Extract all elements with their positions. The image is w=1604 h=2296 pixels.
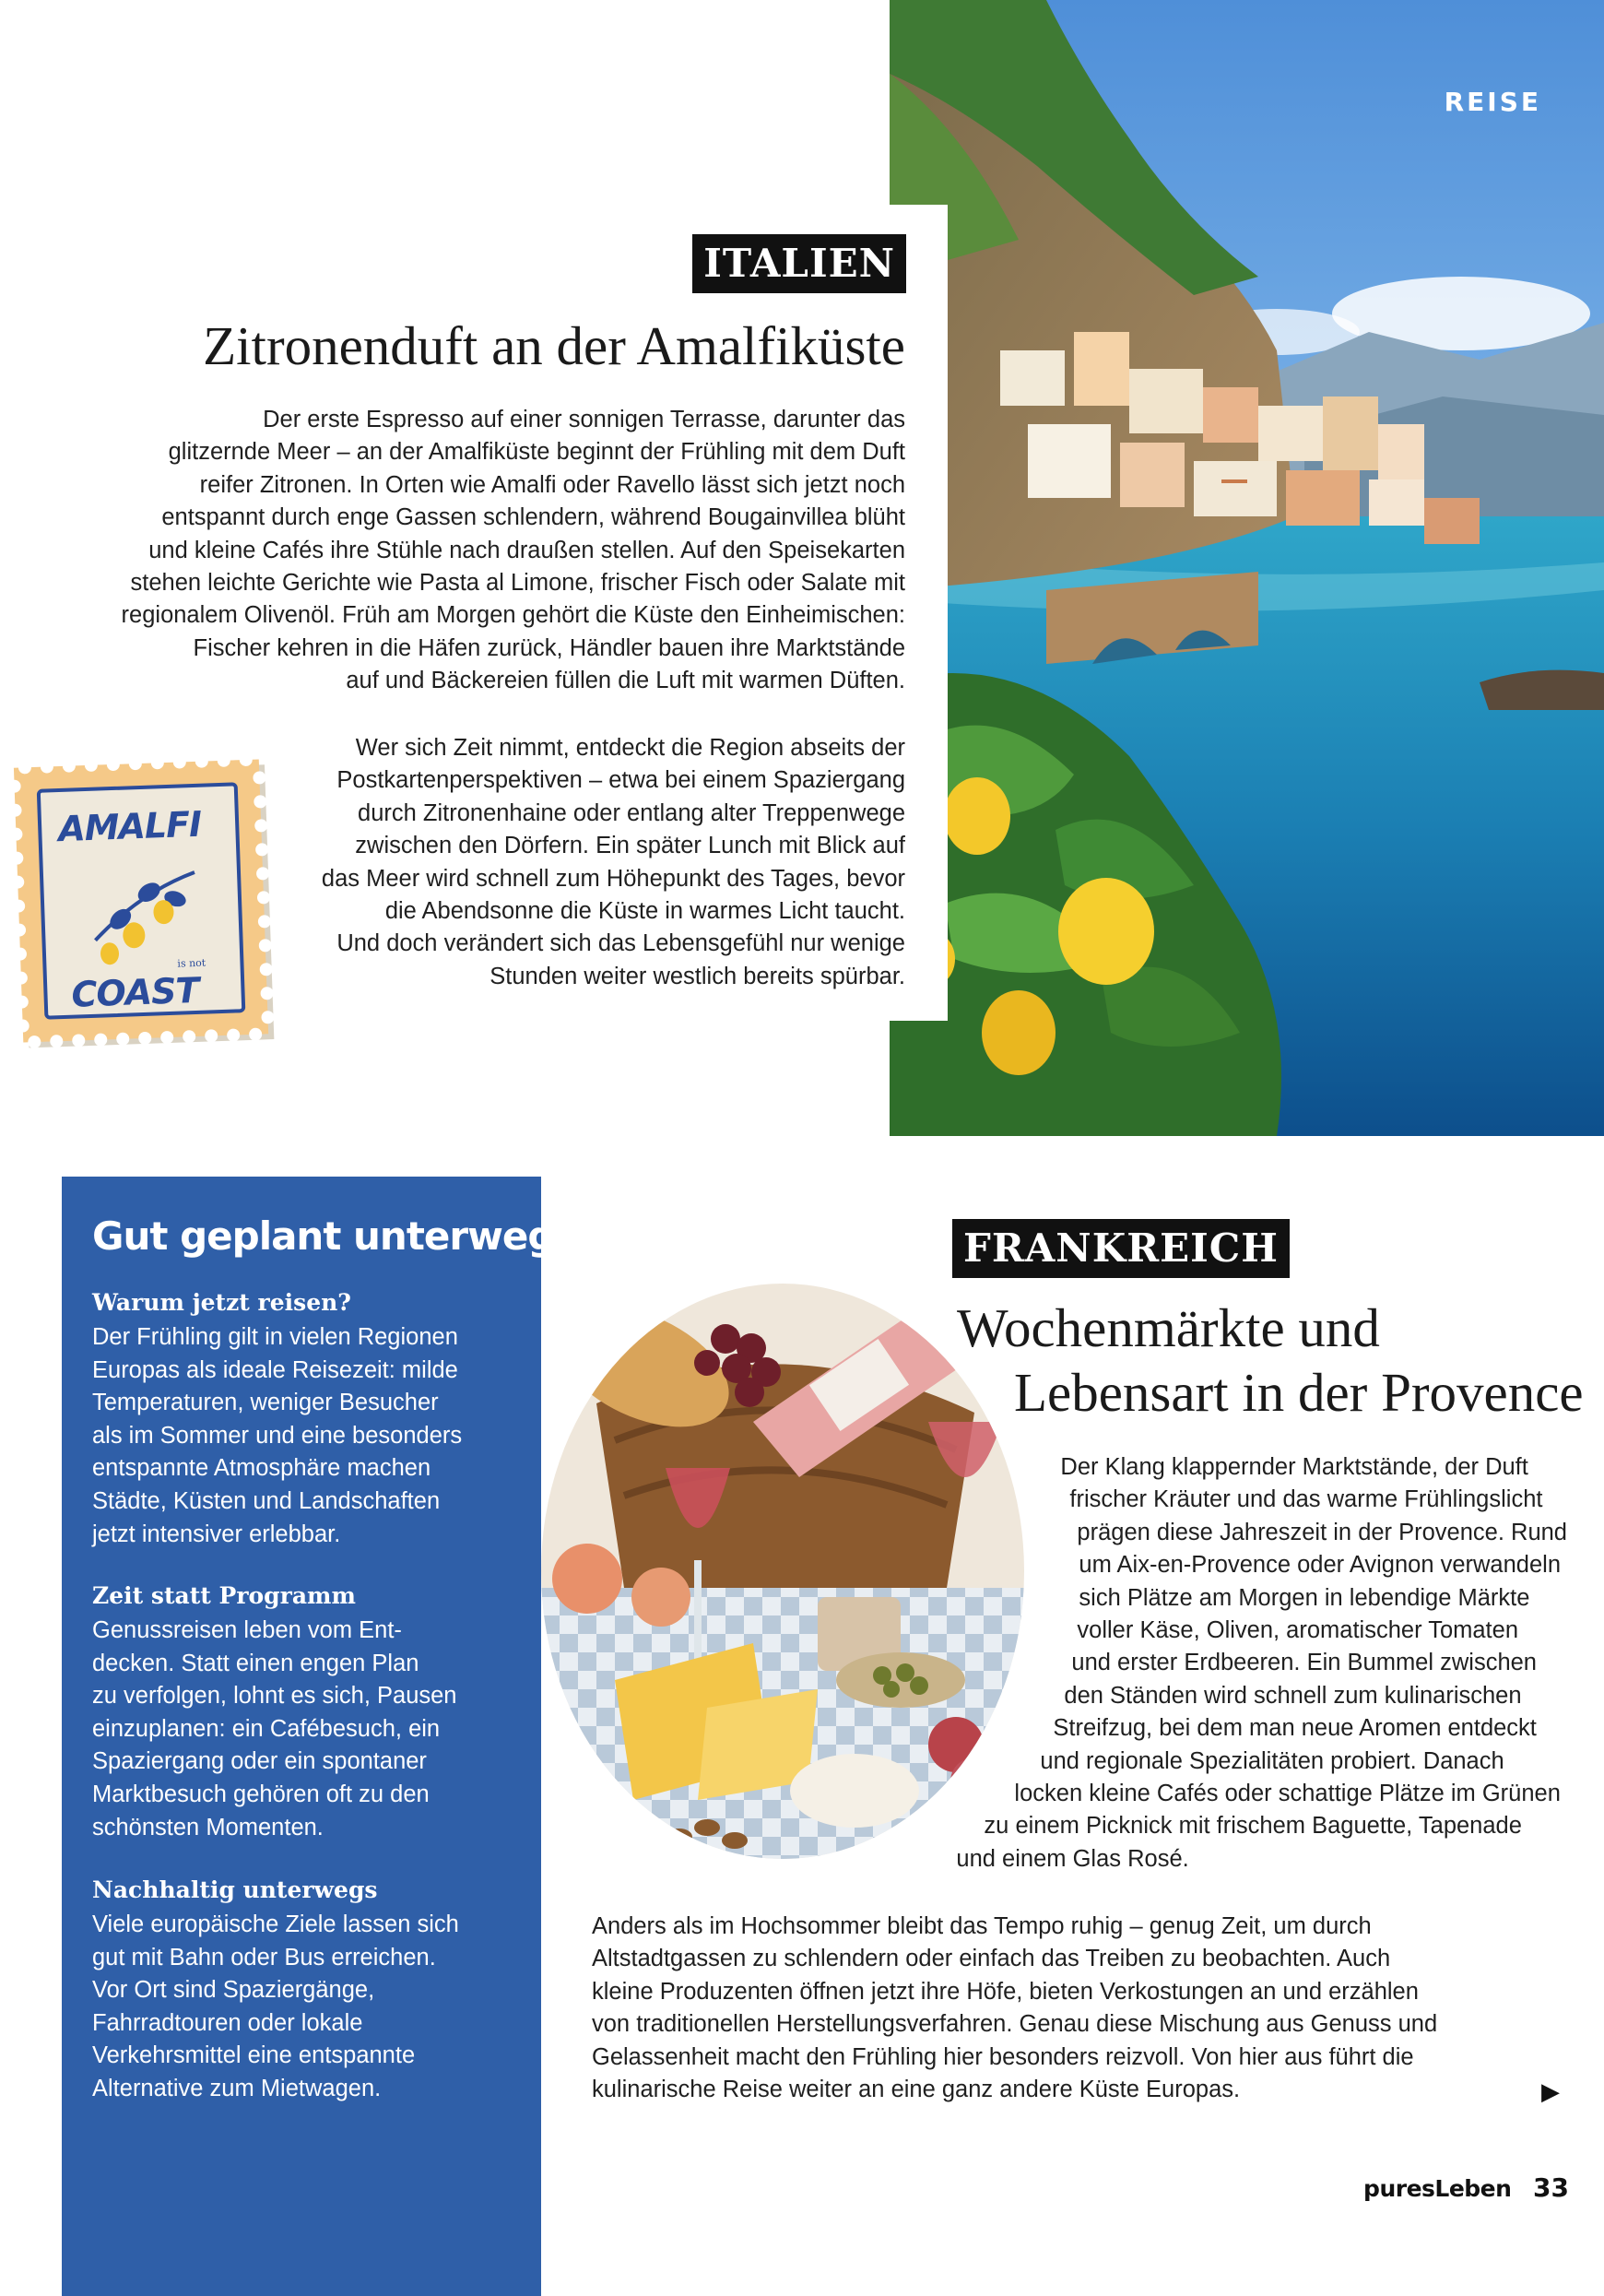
country-label-frankreich: FRANKREICH — [952, 1219, 1290, 1278]
infobox-text-1: Der Frühling gilt in vielen Regionen Europas als ideale Reisezeit: milde Temperaturen, weniger Besucher als im Sommer und eine besonders entspannte Atmosphäre machen Städte, Küsten und Landschaften jetzt intensiver erlebbar. — [92, 1324, 463, 1547]
france-headline-line-1: Wochenmärkte und — [957, 1297, 1380, 1358]
picnic-food-photo — [541, 1284, 1024, 1859]
country-label-italien: ITALIEN — [692, 234, 906, 293]
amalfi-coast-photo — [890, 0, 1604, 1136]
infobox-heading-2: Zeit statt Programm — [92, 1582, 356, 1609]
travel-tips-box — [62, 1177, 577, 2296]
infobox-text-2: Genussreisen leben vom Ent- decken. Statt einen engen Plan zu verfolgen, lohnt es sich, Pausen einzuplanen: ein Cafébesuch, ein Spaziergang oder ein spontaner Marktbesuch gehören oft zu den schönsten Momenten. — [92, 1617, 457, 1840]
stamp-word-coast: COAST — [70, 969, 200, 1015]
italy-headline: Zitronenduft an der Amalfiküste — [203, 315, 905, 376]
stamp-word-amalfi: AMALFI — [57, 803, 202, 850]
france-headline-line-2: Lebensart in der Provence — [1014, 1362, 1584, 1423]
infobox-title: Gut geplant unterwegs — [92, 1213, 577, 1259]
amalfi-coast-stamp — [6, 750, 277, 1050]
infobox-heading-1: Warum jetzt reisen? — [92, 1289, 351, 1316]
france-paragraph-1: Der Klang klappernder Marktstände, der Duft frischer Kräuter und das warme Frühlingslicht prägen diese Jahreszeit in der Provence. Rund um Aix-en-Provence oder Avignon verwandeln sich Plätze am Morgen in lebendige Märkte voller Käse, Oliven, aromatischer Tomaten und erster Erdbeeren. Ein Bummel zwischen den Ständen wird schnell zum kulinarischen Streifzug, bei dem man neue Aromen entdeckt und regionale Spezialitäten probiert. Danach locken kleine Cafés oder schattige Plätze im Grünen zu einem Picknick mit frischem Baguette, Tapenade und einem Glas Rosé. — [956, 1454, 1567, 1872]
italy-paragraph-2: Wer sich Zeit nimmt, entdeckt die Region abseits der Postkartenperspektiven – etwa bei einem Spaziergang durch Zitronenhaine oder entlang alter Treppenwege zwischen den Dörfern. Ein später Lunch mit Blick auf das Meer wird schnell zum Höhepunkt des Tages, bevor die Abendsonne die Küste in warmes Licht taucht. Und doch verändert sich das Lebensgefühl nur wenige Stunden weiter westlich bereits spürbar. — [321, 735, 905, 989]
section-tag: REISE — [1444, 87, 1541, 117]
infobox-text-3: Viele europäische Ziele lassen sich gut mit Bahn oder Bus erreichen. Vor Ort sind Spaziergänge, Fahrradtouren oder lokale Verkehrsmittel eine entspannte Alternative zum Mietwagen. — [92, 1911, 459, 2101]
page-footer — [1363, 2172, 1569, 2203]
italy-paragraph-1: Der erste Espresso auf einer sonnigen Terrasse, darunter das glitzernde Meer – an der Amalfiküste beginnt der Frühling mit dem Duft reifer Zitronen. In Orten wie Amalfi oder Ravello lässt sich jetzt noch entspannt durch enge Gassen schlendern, während Bougainvillea blüht und kleine Cafés ihre Stühle nach draußen stellen. Auf den Speisekarten stehen leichte Gerichte wie Pasta al Limone, frischer Fisch oder Salate mit regionalem Olivenöl. Früh am Morgen gehört die Küste den Einheimischen: Fischer kehren in die Häfen zurück, Händler bauen ihre Marktstände auf und Bäckereien füllen die Luft mit warmen Düften. — [121, 407, 905, 694]
page-number: 33 — [1533, 2172, 1569, 2203]
stamp-word-small: is not — [177, 956, 206, 970]
magazine-brand: puresLeben — [1363, 2175, 1512, 2202]
continue-arrow-icon: ▶ — [1541, 2077, 1560, 2105]
infobox-heading-3: Nachhaltig unterwegs — [92, 1876, 378, 1903]
france-paragraph-2: Anders als im Hochsommer bleibt das Tempo ruhig – genug Zeit, um durch Altstadtgassen zu schlendern oder einfach das Treiben zu beobachten. Auch kleine Produzenten öffnen jetzt ihre Höfe, bieten Verkostungen an und erzählen von traditionellen Herstellungsverfahren. Genau diese Mischung aus Genuss und Gelassenheit macht den Frühling hier besonders reizvoll. Von hier aus führt die kulinarische Reise weiter an eine ganz andere Küste Europas. — [592, 1913, 1438, 2103]
